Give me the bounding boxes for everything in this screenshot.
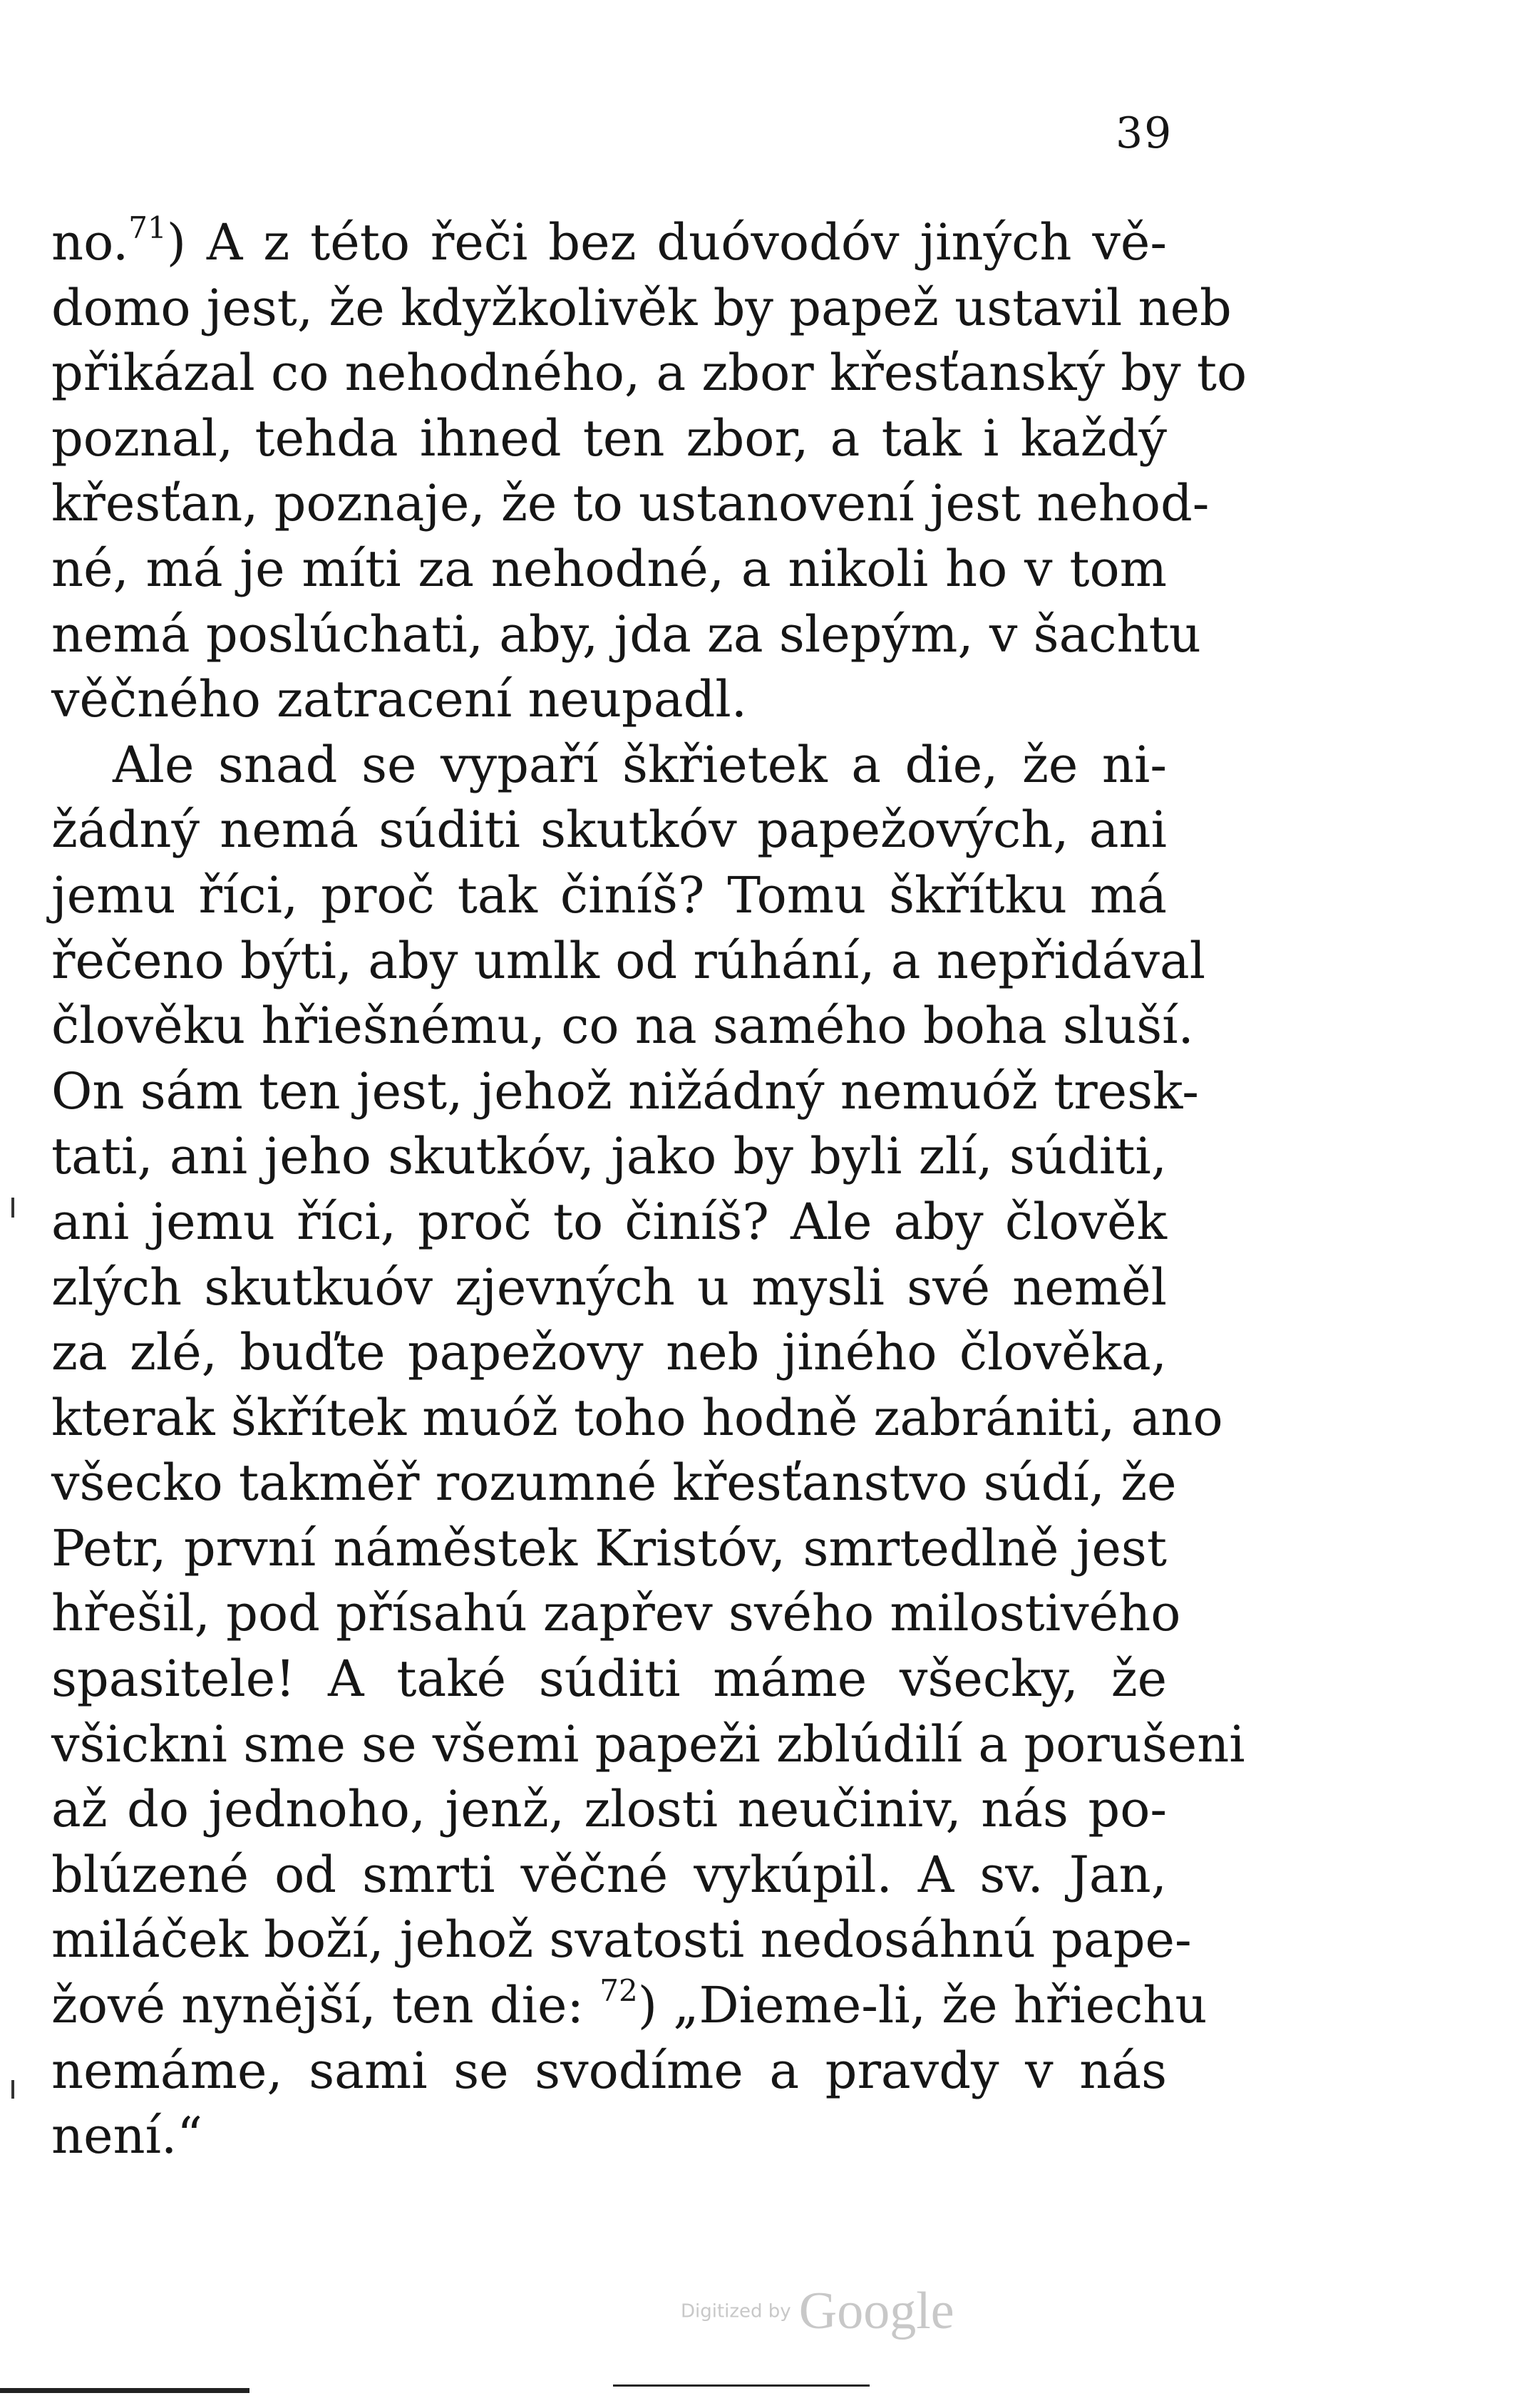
text-line: žádný nemá súditi skutkóv papežových, ani: [51, 801, 1167, 860]
text-line: hřešil, pod přísahú zapřev svého milostivého: [51, 1584, 1181, 1643]
paragraph: [51, 210, 1247, 733]
margin-mark: [11, 2080, 14, 2099]
digitized-watermark: [681, 2281, 954, 2342]
text-line: věčného zatracení neupadl.: [51, 670, 748, 729]
text-line: miláček boží, jehož svatosti nedosáhnú pape-: [51, 1910, 1192, 1970]
text-line: tati, ani jeho skutkóv, jako by byli zlí, súditi,: [51, 1127, 1167, 1186]
text-line: není.“: [51, 2106, 203, 2166]
footnote-ref: 72: [599, 1972, 638, 2008]
watermark-prefix: Digitized by: [681, 2300, 791, 2322]
scan-edge-rule: [613, 2384, 870, 2387]
text-line: spasitele! A také súditi máme všecky, že: [51, 1650, 1167, 1709]
text-line: žové nynější, ten die: $^{72}$) „Dieme-li, že hřiechu: [51, 1972, 1208, 2035]
google-logo: Google: [798, 2282, 954, 2340]
text-line: až do jednoho, jenž, zlosti neučiniv, nás po-: [51, 1780, 1167, 1839]
text-line: On sám ten jest, jehož nižádný nemuóž tresk-: [51, 1061, 1199, 1121]
text-line: né, má je míti za nehodné, a nikoli ho v tom: [51, 539, 1167, 598]
text-line: no.$^{71}$) A z této řeči bez duóvodóv jiných vě-: [51, 210, 1167, 272]
paragraph: [51, 733, 1245, 2169]
text-line: poznal, tehda ihned ten zbor, a tak i každý: [51, 408, 1167, 468]
text-line: za zlé, buďte papežovy neb jiného člověka,: [51, 1323, 1167, 1382]
text-line: člověku hřiešnému, co na samého boha sluší.: [51, 997, 1194, 1056]
text-line: domo jest, že kdyžkolivěk by papež ustavil neb: [51, 278, 1232, 337]
text-line: zlých skutkuóv zjevných u mysli své neměl: [51, 1257, 1167, 1317]
text-line: blúzené od smrti věčné vykúpil. A sv. Jan,: [51, 1845, 1167, 1904]
margin-mark: [11, 1198, 14, 1218]
scan-edge-rule: [0, 2388, 249, 2393]
text-line: jemu říci, proč tak činíš? Tomu škřítku má: [51, 865, 1167, 925]
text-line: nemáme, sami se svodíme a pravdy v nás: [51, 2041, 1167, 2100]
text-line: křesťan, poznaje, že to ustanovení jest nehod-: [51, 474, 1210, 533]
page-number: 39: [1116, 108, 1173, 158]
text-line: Petr, první náměstek Kristóv, smrtedlně jest: [51, 1518, 1167, 1578]
text-line: řečeno býti, aby umlk od rúhání, a nepřidával: [51, 931, 1206, 990]
text-line: přikázal co nehodného, a zbor křesťanský by to: [51, 344, 1247, 403]
text-line: Ale snad se vypaří škřietek a die, že ni-: [113, 735, 1167, 794]
text-line: všickni sme se všemi papeži zblúdilí a porušeni: [51, 1714, 1245, 1774]
footnote-ref: 71: [128, 210, 167, 245]
text-line: kterak škřítek muóž toho hodně zabrániti, ano: [51, 1388, 1223, 1447]
text-line: všecko takměř rozumné křesťanstvo súdí, že: [51, 1453, 1177, 1513]
text-line: nemá poslúchati, aby, jda za slepým, v šachtu: [51, 604, 1201, 664]
body-text: [51, 210, 1247, 2169]
text-line: ani jemu říci, proč to činíš? Ale aby člověk: [51, 1192, 1167, 1251]
